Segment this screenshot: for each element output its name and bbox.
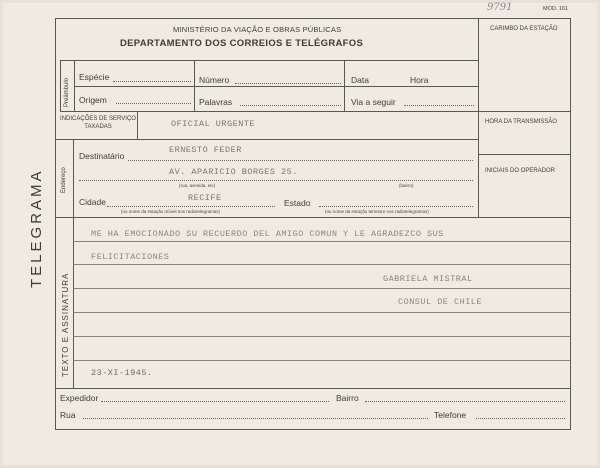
especie-label: Espécie xyxy=(79,72,110,82)
origem-label: Origem xyxy=(79,95,107,105)
preamble-mid xyxy=(74,86,479,87)
phone-line xyxy=(476,418,565,419)
text-line-1 xyxy=(73,241,570,242)
ministry-title: MINISTÉRIO DA VIAÇÃO E OBRAS PÚBLICAS xyxy=(173,25,342,34)
signature-name: GABRIELA MISTRAL xyxy=(383,274,473,284)
sender-label: Expedidor xyxy=(60,393,99,403)
city-label: Cidade xyxy=(79,197,106,207)
message-date: 23-XI-1945. xyxy=(91,368,153,378)
text-line-4 xyxy=(73,312,570,313)
palavras-line xyxy=(240,105,341,106)
services-divider xyxy=(137,111,138,139)
department-title: DEPARTAMENTO DOS CORREIOS E TELÉGRAFOS xyxy=(120,38,364,49)
palavras-label: Palavras xyxy=(199,97,233,107)
especie-line xyxy=(113,81,191,82)
via-label: Via a seguir xyxy=(351,97,396,107)
text-line-6 xyxy=(73,360,570,361)
numero-line xyxy=(235,83,341,84)
telegram-side-title: TELEGRAMA xyxy=(28,168,45,288)
body-side-label: TEXTO E ASSINATURA xyxy=(61,272,70,377)
recipient-label: Destinatário xyxy=(79,151,125,161)
right-col-mid xyxy=(479,154,570,155)
state-label: Estado xyxy=(284,198,311,208)
model-number: MOD. 161 xyxy=(543,6,569,12)
body-top xyxy=(55,217,571,218)
services-value: OFICIAL URGENTE xyxy=(171,119,256,129)
operator-initials-label: INICIAIS DO OPERADOR xyxy=(485,168,556,174)
street-label: Rua xyxy=(60,410,76,420)
city-hint: (ou nome da estação móvel nos radiotelegramas) xyxy=(121,209,221,214)
preamble-bottom xyxy=(60,111,479,112)
address-sidebar-line xyxy=(73,139,74,217)
preamble-left xyxy=(60,60,61,111)
transmission-time-label: HORA DA TRANSMISSÃO xyxy=(485,119,557,125)
street-value: AV. APARICIO BORGES 25. xyxy=(169,167,298,177)
state-line xyxy=(319,206,473,207)
signature-title: CONSUL DE CHILE xyxy=(398,297,483,307)
phone-label: Telefone xyxy=(434,410,467,420)
frame-right xyxy=(570,18,571,429)
right-col-top xyxy=(479,111,570,112)
stamp-divider xyxy=(478,18,479,60)
address-side-label: Endereço xyxy=(61,167,67,193)
right-col-divider xyxy=(478,111,479,217)
numero-label: Número xyxy=(199,75,230,85)
street-line xyxy=(79,180,473,181)
hora-label: Hora xyxy=(410,75,429,85)
street-footer-line xyxy=(83,418,428,419)
text-line-5 xyxy=(73,336,570,337)
neighborhood-line xyxy=(365,401,565,402)
handwritten-number: 9791 xyxy=(487,2,513,13)
origem-line xyxy=(116,103,191,104)
services-label xyxy=(60,115,136,131)
state-hint: (ou nome da estação terrestre nos radiotelegramas) xyxy=(325,209,429,214)
footer-top xyxy=(55,388,571,389)
services-label-text: INDICAÇÕES DE SERVIÇO TAXADAS xyxy=(60,116,136,130)
via-line xyxy=(404,105,474,106)
city-line xyxy=(107,206,275,207)
frame-bottom xyxy=(55,429,571,430)
message-line-2: FELICITACIONES xyxy=(91,252,170,262)
frame-top xyxy=(55,18,571,19)
neighborhood-hint: (bairro) xyxy=(399,183,414,188)
data-label: Data xyxy=(351,75,369,85)
neighborhood-label: Bairro xyxy=(336,393,359,403)
message-line-1: ME HA EMOCIONADO SU RECUERDO DEL AMIGO COMUN Y LE AGRADEZCO SUS xyxy=(91,229,444,239)
recipient-line xyxy=(128,160,473,161)
preamble-side-label: Preâmbulo xyxy=(64,77,70,107)
preamble-top xyxy=(60,60,479,61)
body-sidebar-line xyxy=(73,217,74,388)
street-hint: (rua, avenida, etc) xyxy=(179,183,216,188)
text-line-3 xyxy=(73,288,570,289)
telegram-form xyxy=(3,3,597,465)
city-value: RECIFE xyxy=(188,193,222,203)
recipient-value: ERNESTO FEDER xyxy=(169,145,242,155)
frame-left xyxy=(55,18,56,429)
text-line-2 xyxy=(73,264,570,265)
services-bottom xyxy=(55,139,479,140)
stamp-label: CARIMBO DA ESTAÇÃO xyxy=(490,26,558,32)
sender-line xyxy=(101,401,329,402)
